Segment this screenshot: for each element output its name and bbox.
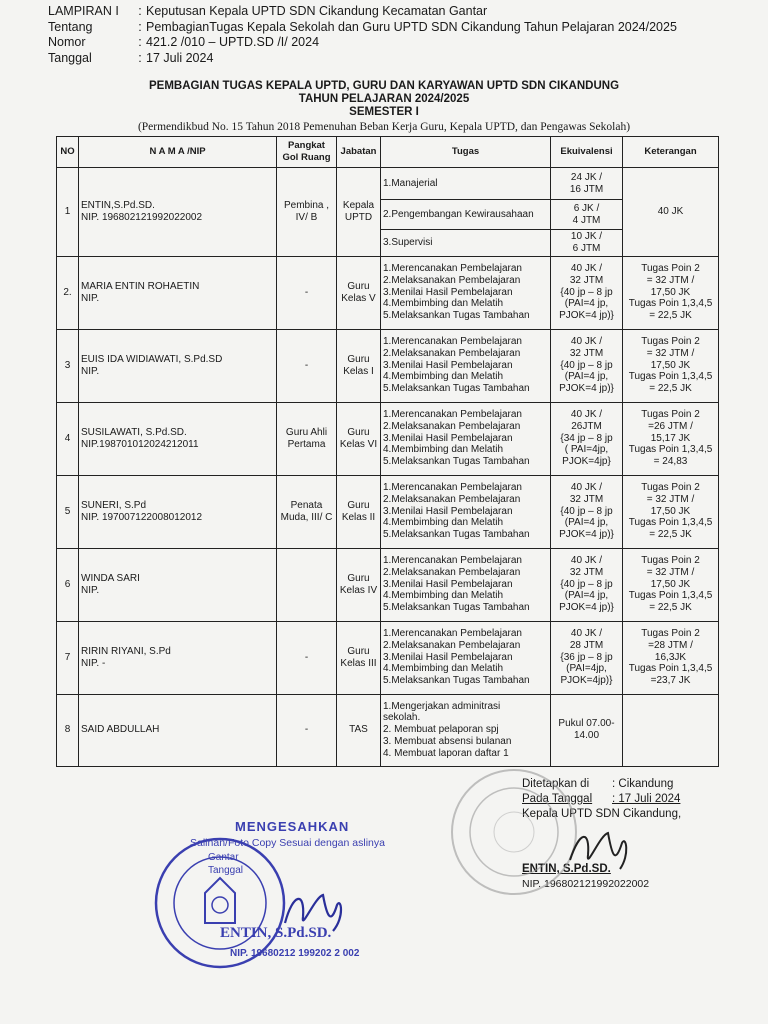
cell-tugas bbox=[381, 475, 551, 548]
task-item: 1.Merencanakan Pembelajaran bbox=[383, 482, 522, 494]
header-key: Tanggal bbox=[48, 50, 92, 65]
eq-line: 32 JTM bbox=[569, 347, 604, 359]
table-row bbox=[57, 168, 719, 200]
cell-nama bbox=[79, 402, 277, 475]
legalization-name: ENTIN, S.Pd.SD. bbox=[220, 925, 332, 941]
header-colon: : bbox=[138, 19, 142, 34]
cell-tugas bbox=[381, 548, 551, 621]
task-item: 2.Melaksanakan Pembelajaran bbox=[383, 639, 521, 651]
task-item: 3. Membuat absensi bulanan bbox=[383, 735, 512, 747]
legalization-date-label: Tanggal bbox=[208, 865, 244, 876]
task-item: 1.Mengerjakan adminitrasi bbox=[383, 700, 501, 712]
header-tanggal bbox=[48, 51, 748, 67]
table-row bbox=[57, 548, 719, 621]
task-item: 2. Membuat pelaporan spj bbox=[383, 724, 499, 736]
cell-ekuivalensi bbox=[551, 475, 623, 548]
cell-nama bbox=[79, 329, 277, 402]
legalization-block bbox=[150, 815, 410, 975]
task-item: 3.Menilai Hasil Pembelajaran bbox=[383, 651, 513, 663]
cell-ekuivalensi bbox=[551, 230, 623, 257]
task-item: 4.Membimbing dan Melatih bbox=[383, 590, 504, 602]
cell-keterangan bbox=[623, 256, 719, 329]
cell-nama bbox=[79, 168, 277, 257]
ket-line: 17,50 JK bbox=[650, 286, 691, 298]
task-item: 4. Membuat laporan daftar 1 bbox=[383, 747, 509, 759]
cell-no: 3 bbox=[57, 329, 79, 402]
cell-pangkat: Penata Muda, III/ C bbox=[277, 475, 337, 548]
task-item: 3.Menilai Hasil Pembelajaran bbox=[383, 359, 513, 371]
sig-role: Kepala UPTD SDN Cikandung, bbox=[522, 808, 682, 820]
cell-nama: SAID ABDULLAH bbox=[79, 694, 277, 766]
ket-line: = 22,5 JK bbox=[649, 383, 692, 395]
task-item: 5.Melaksankan Tugas Tambahan bbox=[383, 383, 530, 395]
task-item: 2.Melaksanakan Pembelajaran bbox=[383, 566, 521, 578]
ket-line: = 24,83 bbox=[653, 456, 688, 468]
header-tentang bbox=[48, 20, 748, 36]
col-header-jabatan: Jabatan bbox=[337, 137, 381, 168]
eq-line: 4 JTM bbox=[572, 214, 601, 226]
header-colon: : bbox=[138, 35, 142, 49]
eq-line: 40 JK / bbox=[570, 482, 603, 494]
cell-jabatan: TAS bbox=[337, 694, 381, 766]
task-item: 1.Merencanakan Pembelajaran bbox=[383, 409, 522, 421]
eq-line: (PAI=4jp, bbox=[566, 663, 607, 675]
task-item: 5.Melaksankan Tugas Tambahan bbox=[383, 675, 530, 687]
task-item: 4.Membimbing dan Melatih bbox=[383, 298, 504, 310]
cell-keterangan bbox=[623, 329, 719, 402]
sig-date-label: Pada Tanggal bbox=[522, 793, 593, 805]
task-item: sekolah. bbox=[383, 712, 421, 724]
eq-line: {40 jp – 8 jp bbox=[560, 286, 613, 298]
cell-ekuivalensi bbox=[551, 621, 623, 694]
header-value: 421.2 /010 – UPTD.SD /I/ 2024 bbox=[146, 35, 320, 49]
cell-keterangan bbox=[623, 548, 719, 621]
task-item: 4.Membimbing dan Melatih bbox=[383, 663, 504, 675]
cell-tugas: 1.Manajerial bbox=[381, 168, 551, 200]
task-item: 2.Melaksanakan Pembelajaran bbox=[383, 347, 521, 359]
ket-line: =23,7 JK bbox=[650, 675, 691, 687]
cell-ekuivalensi bbox=[551, 168, 623, 200]
ket-line: = 32 JTM / bbox=[646, 493, 695, 505]
eq-line: 40 JK / bbox=[570, 336, 603, 348]
task-item: 3.Menilai Hasil Pembelajaran bbox=[383, 432, 513, 444]
cell-tugas bbox=[381, 256, 551, 329]
title-line-2: TAHUN PELAJARAN 2024/2025 bbox=[298, 93, 470, 105]
task-item: 1.Merencanakan Pembelajaran bbox=[383, 628, 522, 640]
cell-jabatan: Kepala UPTD bbox=[337, 168, 381, 257]
eq-line: 6 JTM bbox=[572, 242, 601, 254]
eq-line: 32 JTM bbox=[569, 566, 604, 578]
table-row bbox=[57, 694, 719, 766]
header-nomor bbox=[48, 35, 748, 51]
cell-keterangan bbox=[623, 402, 719, 475]
ket-line: 15,17 JK bbox=[650, 432, 691, 444]
sig-place-value: : Cikandung bbox=[612, 778, 674, 790]
task-item: 5.Melaksankan Tugas Tambahan bbox=[383, 310, 530, 322]
ket-line: = 22,5 JK bbox=[649, 529, 692, 541]
task-item: 1.Merencanakan Pembelajaran bbox=[383, 336, 522, 348]
legalization-title: MENGESAHKAN bbox=[235, 819, 350, 834]
cell-ekuivalensi bbox=[551, 200, 623, 230]
col-header-pangkat-line1: Pangkat bbox=[288, 140, 325, 152]
cell-pangkat: - bbox=[277, 256, 337, 329]
cell-no: 6 bbox=[57, 548, 79, 621]
ket-line: Tugas Poin 1,3,4,5 bbox=[628, 298, 713, 310]
task-item: 4.Membimbing dan Melatih bbox=[383, 444, 504, 456]
cell-no: 5 bbox=[57, 475, 79, 548]
col-header-keterangan: Keterangan bbox=[623, 137, 719, 168]
eq-line: 40 JK / bbox=[570, 555, 603, 567]
cell-keterangan bbox=[623, 621, 719, 694]
cell-jabatan: Guru Kelas I bbox=[337, 329, 381, 402]
table-row bbox=[57, 621, 719, 694]
table-row bbox=[57, 256, 719, 329]
eq-line: {36 jp – 8 jp bbox=[560, 651, 613, 663]
table-row bbox=[57, 329, 719, 402]
cell-pangkat: Guru Ahli Pertama bbox=[277, 402, 337, 475]
ket-line: Tugas Poin 1,3,4,5 bbox=[628, 371, 713, 383]
cell-pangkat: Pembina , IV/ B bbox=[277, 168, 337, 257]
cell-no: 4 bbox=[57, 402, 79, 475]
eq-line: 40 JK / bbox=[570, 409, 603, 421]
staff-nip: NIP.198701012024212011 bbox=[81, 438, 199, 450]
handwritten-signature-right bbox=[560, 825, 640, 875]
eq-line: PJOK=4 jp)} bbox=[559, 529, 614, 541]
ket-line: = 32 JTM / bbox=[646, 347, 695, 359]
ket-line: = 22,5 JK bbox=[649, 602, 692, 614]
staff-nip: NIP. 196802121992022002 bbox=[81, 211, 203, 223]
task-item: 3.Menilai Hasil Pembelajaran bbox=[383, 286, 513, 298]
col-header-no: NO bbox=[57, 137, 79, 168]
cell-no: 1 bbox=[57, 168, 79, 257]
col-header-pangkat bbox=[277, 137, 337, 168]
ket-line: 17,50 JK bbox=[650, 359, 691, 371]
eq-line: PJOK=4 jp)} bbox=[559, 310, 614, 322]
task-item: 4.Membimbing dan Melatih bbox=[383, 517, 504, 529]
table-row bbox=[57, 402, 719, 475]
ket-line: Tugas Poin 2 bbox=[641, 555, 700, 567]
title-line-3: SEMESTER I bbox=[349, 106, 419, 118]
staff-nip: NIP. bbox=[81, 292, 100, 304]
header-colon: : bbox=[138, 50, 142, 65]
ket-line: Tugas Poin 1,3,4,5 bbox=[628, 444, 713, 456]
document-title bbox=[0, 80, 768, 119]
header-lampiran bbox=[48, 4, 748, 20]
ket-line: Tugas Poin 1,3,4,5 bbox=[628, 590, 713, 602]
task-item: 2.Melaksanakan Pembelajaran bbox=[383, 274, 521, 286]
staff-name: RIRIN RIYANI, S.Pd bbox=[81, 645, 171, 657]
eq-line: {34 jp – 8 jp bbox=[560, 432, 613, 444]
cell-pangkat: - bbox=[277, 329, 337, 402]
eq-line: 32 JTM bbox=[569, 493, 604, 505]
ket-line: =28 JTM / bbox=[648, 639, 693, 651]
eq-line: 24 JK / bbox=[570, 171, 603, 183]
col-header-ekuivalensi: Ekuivalensi bbox=[551, 137, 623, 168]
cell-pangkat bbox=[277, 548, 337, 621]
eq-line: (PAI=4 jp, bbox=[564, 590, 609, 602]
ket-line: Tugas Poin 2 bbox=[641, 263, 700, 275]
cell-nama bbox=[79, 621, 277, 694]
staff-nip: NIP. bbox=[81, 365, 100, 377]
task-item: 2.Melaksanakan Pembelajaran bbox=[383, 420, 521, 432]
eq-line: 10 JK / bbox=[570, 231, 603, 242]
legalization-place: Gantar bbox=[208, 852, 239, 863]
task-item: 3.Menilai Hasil Pembelajaran bbox=[383, 505, 513, 517]
ket-line: Tugas Poin 2 bbox=[641, 409, 700, 421]
cell-ekuivalensi bbox=[551, 256, 623, 329]
cell-keterangan bbox=[623, 694, 719, 766]
cell-ekuivalensi bbox=[551, 329, 623, 402]
col-header-pangkat-line2: Gol Ruang bbox=[282, 152, 331, 163]
staff-nip: NIP. bbox=[81, 584, 100, 596]
task-item: 4.Membimbing dan Melatih bbox=[383, 371, 504, 383]
ket-line: = 32 JTM / bbox=[646, 274, 695, 286]
legalization-nip: NIP. 19680212 199202 2 002 bbox=[230, 948, 360, 959]
cell-no: 2. bbox=[57, 256, 79, 329]
task-item: 1.Merencanakan Pembelajaran bbox=[383, 555, 522, 567]
staff-name: ENTIN,S.Pd.SD. bbox=[81, 200, 155, 211]
cell-ekuivalensi bbox=[551, 402, 623, 475]
duty-table bbox=[56, 136, 719, 767]
task-item: 3.Menilai Hasil Pembelajaran bbox=[383, 578, 513, 590]
cell-no: 8 bbox=[57, 694, 79, 766]
header-value: PembagianTugas Kepala Sekolah dan Guru UPTD SDN Cikandung Tahun Pelajaran 2024/2025 bbox=[146, 19, 677, 34]
cell-jabatan: Guru Kelas VI bbox=[337, 402, 381, 475]
ket-line: Tugas Poin 2 bbox=[641, 628, 700, 640]
header-colon: : bbox=[138, 4, 142, 18]
eq-line: 40 JK / bbox=[570, 628, 603, 640]
eq-line: 26JTM bbox=[571, 420, 602, 432]
col-header-nama: N A M A /NIP bbox=[79, 137, 277, 168]
eq-line: {40 jp – 8 jp bbox=[560, 359, 613, 371]
document-header bbox=[48, 4, 748, 66]
header-key: Nomor bbox=[48, 35, 86, 49]
cell-tugas bbox=[381, 402, 551, 475]
eq-line: 40 JK / bbox=[570, 263, 603, 275]
cell-jabatan: Guru Kelas II bbox=[337, 475, 381, 548]
staff-name: WINDA SARI bbox=[81, 572, 140, 584]
staff-name: SUSILAWATI, S.Pd.SD. bbox=[81, 426, 187, 438]
sig-place-label: Ditetapkan di bbox=[522, 778, 590, 790]
table-header-row bbox=[57, 137, 719, 168]
cell-tugas bbox=[381, 621, 551, 694]
cell-nama bbox=[79, 256, 277, 329]
eq-line: {40 jp – 8 jp bbox=[560, 505, 613, 517]
header-key: Tentang bbox=[48, 19, 93, 34]
cell-pangkat: - bbox=[277, 621, 337, 694]
cell-ekuivalensi: Pukul 07.00-14.00 bbox=[551, 694, 623, 766]
sig-nip: NIP. 196802121992022002 bbox=[522, 878, 650, 890]
eq-line: PJOK=4jp)} bbox=[560, 675, 613, 687]
eq-line: 6 JK / bbox=[573, 202, 600, 214]
staff-nip: NIP. - bbox=[81, 657, 106, 669]
cell-keterangan: 40 JK bbox=[623, 168, 719, 257]
ket-line: 17,50 JK bbox=[650, 505, 691, 517]
cell-nama bbox=[79, 548, 277, 621]
task-item: 5.Melaksankan Tugas Tambahan bbox=[383, 529, 530, 541]
eq-line: PJOK=4 jp)} bbox=[559, 602, 614, 614]
eq-line: PJOK=4 jp)} bbox=[559, 383, 614, 395]
cell-jabatan: Guru Kelas IV bbox=[337, 548, 381, 621]
cell-tugas bbox=[381, 329, 551, 402]
ket-line: Tugas Poin 2 bbox=[641, 336, 700, 348]
ket-line: 16,3JK bbox=[654, 651, 687, 663]
staff-name: EUIS IDA WIDIAWATI, S.Pd.SD bbox=[81, 353, 223, 365]
staff-nip: NIP. 197007122008012012 bbox=[81, 511, 203, 523]
ket-line: = 32 JTM / bbox=[646, 566, 695, 578]
ket-line: 17,50 JK bbox=[650, 578, 691, 590]
eq-line: PJOK=4jp} bbox=[562, 456, 611, 468]
cell-jabatan: Guru Kelas III bbox=[337, 621, 381, 694]
ket-line: Tugas Poin 1,3,4,5 bbox=[628, 663, 713, 675]
cell-no: 7 bbox=[57, 621, 79, 694]
ket-line: = 22,5 JK bbox=[649, 310, 692, 322]
sig-date-value: : 17 Juli 2024 bbox=[612, 793, 681, 805]
staff-name: SUNERI, S.Pd bbox=[81, 499, 147, 511]
header-key: LAMPIRAN I bbox=[48, 4, 119, 18]
eq-line: ( PAI=4jp, bbox=[564, 444, 609, 456]
task-item: 2.Melaksanakan Pembelajaran bbox=[383, 493, 521, 505]
table-row bbox=[57, 475, 719, 548]
ket-line: Tugas Poin 1,3,4,5 bbox=[628, 517, 713, 529]
cell-ekuivalensi bbox=[551, 548, 623, 621]
header-value: Keputusan Kepala UPTD SDN Cikandung Kecamatan Gantar bbox=[146, 4, 488, 18]
title-line-1: PEMBAGIAN TUGAS KEPALA UPTD, GURU DAN KARYAWAN UPTD SDN CIKANDUNG bbox=[148, 80, 620, 92]
eq-line: (PAI=4 jp, bbox=[564, 371, 609, 383]
task-item: 5.Melaksankan Tugas Tambahan bbox=[383, 602, 530, 614]
header-value: 17 Juli 2024 bbox=[146, 50, 214, 65]
legalization-note: Salinan/Foto Copy Sesuai dengan aslinya bbox=[190, 837, 385, 849]
cell-pangkat: - bbox=[277, 694, 337, 766]
eq-line: {40 jp – 8 jp bbox=[560, 578, 613, 590]
eq-line: 16 JTM bbox=[569, 183, 604, 195]
ket-line: Tugas Poin 2 bbox=[641, 482, 700, 494]
eq-line: (PAI=4 jp, bbox=[564, 517, 609, 529]
cell-tugas bbox=[381, 694, 551, 766]
eq-line: 32 JTM bbox=[569, 274, 604, 286]
cell-tugas: 3.Supervisi bbox=[381, 230, 551, 257]
task-item: 1.Merencanakan Pembelajaran bbox=[383, 263, 522, 275]
sig-name: ENTIN, S.Pd.SD. bbox=[522, 863, 611, 875]
cell-keterangan bbox=[623, 475, 719, 548]
ket-line: =26 JTM / bbox=[648, 420, 693, 432]
staff-name: MARIA ENTIN ROHAETIN bbox=[81, 280, 200, 292]
col-header-tugas: Tugas bbox=[381, 137, 551, 168]
regulation-note: (Permendikbud No. 15 Tahun 2018 Pemenuhan Beban Kerja Guru, Kepala UPTD, dan Pengawas Sekolah) bbox=[137, 121, 631, 133]
eq-line: (PAI=4 jp, bbox=[564, 298, 609, 310]
eq-line: 28 JTM bbox=[569, 639, 604, 651]
cell-tugas: 2.Pengembangan Kewirausahaan bbox=[381, 200, 551, 230]
cell-nama bbox=[79, 475, 277, 548]
task-item: 5.Melaksankan Tugas Tambahan bbox=[383, 456, 530, 468]
cell-jabatan: Guru Kelas V bbox=[337, 256, 381, 329]
